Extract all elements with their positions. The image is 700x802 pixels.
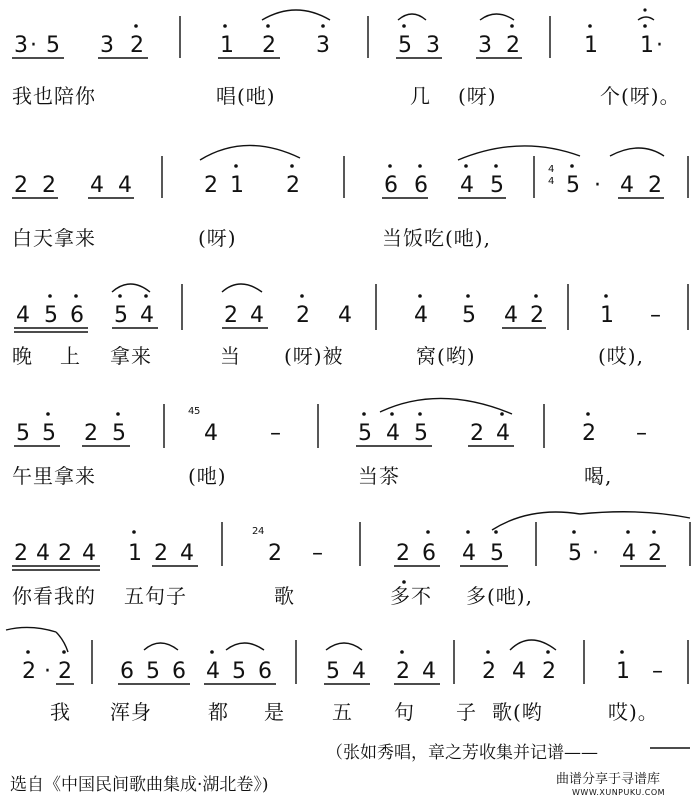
- svg-text:3: 3: [14, 33, 28, 58]
- svg-text:5: 5: [16, 421, 30, 446]
- svg-text:2: 2: [154, 541, 168, 566]
- svg-text:·: ·: [30, 33, 37, 58]
- svg-text:1: 1: [220, 33, 234, 58]
- system-5-notes: [14, 541, 662, 566]
- svg-text:5: 5: [566, 173, 580, 198]
- svg-text:2: 2: [482, 659, 496, 684]
- svg-text:5: 5: [490, 541, 504, 566]
- svg-text:6: 6: [422, 541, 436, 566]
- svg-text:3: 3: [426, 33, 440, 58]
- svg-text:5: 5: [44, 303, 58, 328]
- meter-mark-2: 4: [548, 164, 555, 175]
- svg-text:1: 1: [640, 33, 654, 58]
- svg-text:1: 1: [600, 303, 614, 328]
- svg-text:4: 4: [82, 541, 96, 566]
- svg-text:5: 5: [42, 421, 56, 446]
- svg-text:6: 6: [414, 173, 428, 198]
- svg-text:4: 4: [504, 303, 518, 328]
- svg-text:5: 5: [114, 303, 128, 328]
- svg-text:2: 2: [14, 541, 28, 566]
- svg-text:4: 4: [36, 541, 50, 566]
- svg-text:4: 4: [352, 659, 366, 684]
- watermark-text: 曲谱分享于寻谱库: [556, 772, 661, 787]
- svg-text:2: 2: [130, 33, 144, 58]
- score-page: 3 · 5 3 2 1 2 3 5 3 3 2 1 1 · 2 2 4 4 2 1 2 6 6 4 5 5 · 4 2 4 4 4 5 6 5 4 2 4 2 4 4 5 4 2 1 – 5 5 2 5 4 – 5 4 5 2 4 2 – 4 5 2 4 2 4 1 2 4 2 – 2 6 4 5 5 · 4 2 2 4 2 · 2 6 5 6 4 5 6 5 4 2 4 2 4 2 1 – 我也陪你 唱(吔) 几 (呀) 个(呀)。 白天拿来 (呀) 当饭吃(吔), 晚 上 拿来 当 (呀)被 窝(哟) (哎), 午里拿来 (吔) 当茶 喝, 你看我的 五句子 歌 多不 多(吔), 我 浑身 都 是 五 句 子 歌(哟 哎)。 （张如秀唱，章之芳收集并记谱—— 选自《中国民间歌曲集成·湖北卷》) 曲谱分享于寻谱库 WWW.XUNPUKU.COM: [0, 0, 700, 802]
- system-6-notes: [22, 659, 663, 684]
- svg-text:–: –: [270, 421, 281, 446]
- svg-text:4: 4: [512, 659, 526, 684]
- system-1-notes: [14, 33, 663, 58]
- svg-text:2: 2: [268, 541, 282, 566]
- svg-text:5: 5: [398, 33, 412, 58]
- svg-text:5: 5: [194, 406, 201, 417]
- svg-text:5: 5: [358, 421, 372, 446]
- system-4-notes: [16, 421, 647, 446]
- svg-text:2: 2: [296, 303, 310, 328]
- system-2-notes: [14, 173, 662, 198]
- svg-text:4: 4: [338, 303, 352, 328]
- svg-text:5: 5: [462, 303, 476, 328]
- svg-text:2: 2: [582, 421, 596, 446]
- svg-text:4: 4: [250, 303, 264, 328]
- svg-text:·: ·: [44, 659, 51, 684]
- svg-text:5: 5: [568, 541, 582, 566]
- svg-text:3: 3: [478, 33, 492, 58]
- svg-text:2: 2: [542, 659, 556, 684]
- svg-text:2: 2: [506, 33, 520, 58]
- svg-text:4: 4: [462, 541, 476, 566]
- svg-text:6: 6: [258, 659, 272, 684]
- svg-text:2: 2: [58, 659, 72, 684]
- svg-text:4: 4: [16, 303, 30, 328]
- svg-text:2: 2: [58, 541, 72, 566]
- svg-text:–: –: [652, 659, 663, 684]
- svg-text:6: 6: [120, 659, 134, 684]
- svg-text:4: 4: [180, 541, 194, 566]
- credit-singer-line: （张如秀唱，章之芳收集并记谱——: [326, 743, 598, 763]
- meter-mark-4: 4: [188, 406, 195, 417]
- svg-text:1: 1: [584, 33, 598, 58]
- svg-text:2: 2: [648, 541, 662, 566]
- svg-text:2: 2: [84, 421, 98, 446]
- svg-text:–: –: [636, 421, 647, 446]
- svg-text:4: 4: [90, 173, 104, 198]
- svg-text:6: 6: [70, 303, 84, 328]
- svg-text:3: 3: [100, 33, 114, 58]
- svg-text:2: 2: [648, 173, 662, 198]
- svg-text:·: ·: [594, 173, 601, 198]
- svg-text:4: 4: [620, 173, 634, 198]
- svg-text:3: 3: [316, 33, 330, 58]
- svg-text:4: 4: [140, 303, 154, 328]
- svg-text:5: 5: [490, 173, 504, 198]
- svg-text:2: 2: [204, 173, 218, 198]
- svg-text:2: 2: [286, 173, 300, 198]
- svg-text:5: 5: [46, 33, 60, 58]
- svg-text:4: 4: [258, 526, 265, 537]
- svg-text:5: 5: [326, 659, 340, 684]
- svg-text:1: 1: [616, 659, 630, 684]
- svg-text:4: 4: [622, 541, 636, 566]
- svg-text:5: 5: [232, 659, 246, 684]
- svg-text:4: 4: [414, 303, 428, 328]
- svg-text:4: 4: [496, 421, 510, 446]
- svg-text:–: –: [312, 541, 323, 566]
- svg-text:4: 4: [386, 421, 400, 446]
- svg-text:2: 2: [262, 33, 276, 58]
- svg-text:–: –: [650, 303, 661, 328]
- svg-text:·: ·: [592, 541, 599, 566]
- svg-text:2: 2: [396, 541, 410, 566]
- svg-text:5: 5: [146, 659, 160, 684]
- svg-text:6: 6: [384, 173, 398, 198]
- svg-text:2: 2: [224, 303, 238, 328]
- svg-text:4: 4: [206, 659, 220, 684]
- svg-text:5: 5: [414, 421, 428, 446]
- watermark-url: WWW.XUNPUKU.COM: [572, 788, 666, 797]
- system-3-notes: [16, 303, 661, 328]
- svg-text:2: 2: [22, 659, 36, 684]
- svg-text:4: 4: [460, 173, 474, 198]
- svg-text:1: 1: [128, 541, 142, 566]
- svg-text:4: 4: [118, 173, 132, 198]
- svg-text:1: 1: [230, 173, 244, 198]
- svg-text:2: 2: [14, 173, 28, 198]
- meter-mark-5: 2: [252, 526, 259, 537]
- svg-text:4: 4: [548, 176, 555, 187]
- svg-text:2: 2: [530, 303, 544, 328]
- svg-text:2: 2: [470, 421, 484, 446]
- svg-text:6: 6: [172, 659, 186, 684]
- credit-source-line: 选自《中国民间歌曲集成·湖北卷》): [10, 775, 269, 795]
- svg-text:4: 4: [204, 421, 218, 446]
- svg-text:4: 4: [422, 659, 436, 684]
- svg-text:2: 2: [396, 659, 410, 684]
- svg-text:2: 2: [42, 173, 56, 198]
- svg-text:5: 5: [112, 421, 126, 446]
- svg-text:·: ·: [656, 33, 663, 58]
